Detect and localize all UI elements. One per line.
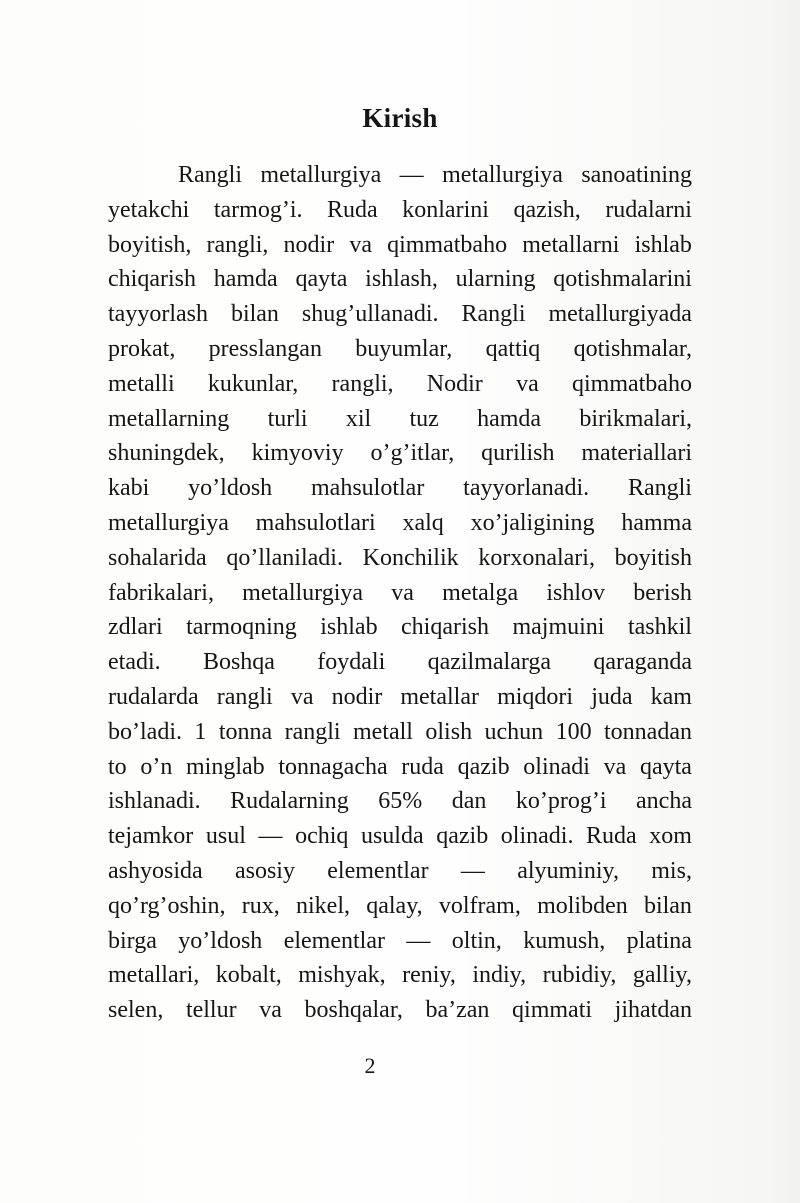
word: metallar — [400, 683, 479, 710]
word: qo’rg’oshin, — [108, 892, 226, 919]
word: juda — [591, 683, 633, 710]
word: — — [460, 857, 485, 884]
text-line — [108, 436, 692, 471]
word: qotishmalar, — [573, 335, 692, 362]
word: mahsulotlar — [311, 475, 425, 502]
text-line — [108, 506, 692, 541]
word: metallarni — [522, 231, 620, 258]
word: indiy, — [472, 962, 527, 989]
word: va — [259, 997, 282, 1024]
word: ancha — [636, 788, 692, 815]
word: alyuminiy, — [517, 857, 619, 884]
word: minglab — [186, 753, 265, 780]
page-title: Kirish — [362, 103, 438, 133]
word: — — [399, 162, 424, 188]
word: kumush, — [523, 927, 606, 954]
word: usul — [205, 823, 246, 850]
word: xil — [345, 405, 372, 432]
word: metall — [352, 718, 413, 745]
word: selen, — [108, 997, 164, 1024]
word: usulda — [360, 823, 424, 850]
word: miqdori — [497, 683, 574, 710]
word: va — [290, 683, 314, 710]
word: mis, — [651, 857, 692, 884]
word: olinadi. — [500, 823, 574, 850]
word: Ruda — [327, 196, 378, 223]
word: tonna — [218, 718, 273, 745]
word: — — [406, 927, 431, 954]
word: asosiy — [234, 857, 295, 884]
word: 100 — [555, 718, 592, 745]
text-line — [108, 228, 692, 263]
word: boyitish — [614, 544, 692, 571]
word: Ruda — [586, 823, 637, 850]
word: Rangli — [461, 301, 526, 328]
word: fabrikalari, — [108, 579, 214, 606]
word: birga — [108, 927, 157, 954]
text-line — [108, 332, 692, 367]
word: materiallari — [581, 440, 692, 467]
word: kam — [650, 683, 692, 710]
word: 65% — [378, 788, 423, 815]
word: kabi — [108, 475, 150, 502]
word: molibden — [537, 892, 628, 919]
word: metalga — [442, 579, 519, 606]
word: birikmalari, — [579, 405, 692, 432]
word: oltin, — [451, 927, 502, 954]
text-line — [108, 402, 692, 437]
paragraph — [108, 158, 692, 1028]
word: metallurgiya — [108, 509, 229, 536]
word: kimyoviy — [251, 440, 344, 467]
word: rux, — [241, 892, 280, 919]
word: nodir — [283, 231, 335, 258]
word: bo’ladi. — [108, 718, 182, 745]
word: tayyorlanadi. — [463, 475, 590, 502]
word: presslangan — [208, 335, 322, 362]
word: to — [108, 753, 127, 780]
word: qazib — [436, 823, 489, 850]
word: rubidiy, — [542, 962, 617, 989]
word: tonnadan — [604, 718, 692, 745]
word: qimmatbaho — [571, 370, 692, 397]
word: tejamkor — [108, 823, 194, 850]
word: konlarini — [402, 196, 489, 223]
text-line — [108, 750, 692, 785]
word: Rangli — [627, 475, 692, 502]
word: reniy, — [402, 962, 456, 989]
word: Konchilik — [362, 544, 459, 571]
word: boshqalar, — [304, 997, 403, 1024]
word: qayta — [639, 753, 692, 780]
word: va — [516, 370, 539, 397]
word: elementlar — [327, 857, 429, 884]
word: Rudalarning — [230, 788, 349, 815]
word: dan — [451, 788, 487, 815]
word: rudalarni — [605, 196, 692, 223]
word: — — [258, 823, 283, 850]
text-line — [108, 715, 692, 750]
text-line — [108, 819, 692, 854]
word: yetakchi — [108, 196, 190, 223]
word: volfram, — [438, 892, 521, 919]
word: chiqarish — [401, 614, 490, 641]
word: qayta — [295, 266, 348, 293]
word: berish — [633, 579, 692, 606]
word: metallari, — [108, 962, 200, 989]
word: o’g’itlar, — [370, 440, 455, 467]
text-line — [108, 610, 692, 645]
text-line — [108, 297, 692, 332]
word: va — [603, 753, 627, 780]
word: galliy, — [632, 962, 692, 989]
word: qazish, — [513, 196, 581, 223]
word: qotishmalarini — [553, 266, 692, 293]
text-line — [108, 889, 692, 924]
word: nikel, — [296, 892, 350, 919]
text-line — [108, 471, 692, 506]
word: va — [391, 579, 414, 606]
word: qattiq — [485, 335, 541, 362]
text-line — [108, 367, 692, 402]
word: ko’prog’i — [515, 788, 607, 815]
word: yo’ldosh — [178, 927, 263, 954]
word: hamda — [213, 266, 278, 293]
word: o’n — [140, 753, 173, 780]
word: Boshqa — [202, 649, 275, 676]
word: mishyak, — [298, 962, 386, 989]
word: etadi. — [108, 649, 161, 676]
word: tuz — [409, 405, 439, 432]
word: uchun — [484, 718, 544, 745]
word: bilan — [643, 892, 692, 919]
text-line — [108, 924, 692, 959]
word: jihatdan — [614, 997, 692, 1024]
word: Rangli — [178, 162, 242, 188]
text-line — [108, 993, 692, 1028]
word: prokat, — [108, 335, 176, 362]
word: ochiq — [295, 823, 349, 850]
word: xom — [649, 823, 692, 850]
word: ashyosida — [108, 857, 203, 884]
word: ishlash, — [365, 266, 438, 293]
word: mahsulotlari — [255, 509, 376, 536]
word: buyumlar, — [355, 335, 453, 362]
text-line — [108, 680, 692, 715]
word: chiqarish — [108, 266, 196, 293]
word: qaraganda — [593, 649, 692, 676]
word: metalli — [108, 370, 175, 397]
word: metallurgiyada — [548, 301, 692, 328]
word: rangli, — [331, 370, 394, 397]
word: yo’ldosh — [188, 475, 273, 502]
word: tashkil — [627, 614, 692, 641]
word: zdlari — [108, 614, 163, 641]
word: olish — [425, 718, 473, 745]
word: turli — [267, 405, 308, 432]
word: ishlov — [546, 579, 606, 606]
word: platina — [626, 927, 692, 954]
text-line — [108, 541, 692, 576]
word: hamma — [621, 509, 692, 536]
word: va — [349, 231, 372, 258]
word: tayyorlash — [108, 301, 208, 328]
word: sanoatining — [581, 162, 692, 188]
word: tonnagacha — [278, 753, 388, 780]
word: sohalarida — [108, 544, 207, 571]
word: Nodir — [426, 370, 483, 397]
word: rudalarda — [108, 683, 199, 710]
word: tarmog’i. — [213, 196, 303, 223]
word: 1 — [194, 718, 207, 745]
word: qurilish — [481, 440, 555, 467]
word: ishlab — [320, 614, 378, 641]
word: xo’jaligining — [470, 509, 595, 536]
text-line — [108, 854, 692, 889]
word: metallurgiya — [260, 162, 382, 188]
word: qo’llaniladi. — [226, 544, 343, 571]
word: qimmati — [512, 997, 593, 1024]
text-line — [108, 576, 692, 611]
text-line — [108, 958, 692, 993]
word: kobalt, — [215, 962, 282, 989]
word: qazib — [457, 753, 510, 780]
text-line — [108, 193, 692, 228]
text-line — [108, 158, 692, 193]
word: ba’zan — [425, 997, 490, 1024]
word: shug’ullanadi. — [301, 301, 439, 328]
word: ularning — [455, 266, 536, 293]
word: boyitish, — [108, 231, 192, 258]
word: metallurgiya — [242, 579, 364, 606]
word: ruda — [401, 753, 444, 780]
word: rangli — [216, 683, 273, 710]
word: qimmatbaho — [387, 231, 508, 258]
word: korxonalari, — [478, 544, 595, 571]
word: ishlanadi. — [108, 788, 201, 815]
word: elementlar — [283, 927, 385, 954]
word: majmuini — [512, 614, 605, 641]
text-line — [108, 645, 692, 680]
page-number: 2 — [364, 1053, 376, 1078]
word: metallarning — [108, 405, 230, 432]
word: shuningdek, — [108, 440, 225, 467]
word: metallurgiya — [442, 162, 563, 188]
word: kukunlar, — [207, 370, 299, 397]
text-line — [108, 784, 692, 819]
word: foydali — [317, 649, 386, 676]
word: xalq — [402, 509, 444, 536]
word: qalay, — [366, 892, 423, 919]
word: ishlab — [634, 231, 692, 258]
word: nodir — [331, 683, 383, 710]
word: olinadi — [523, 753, 590, 780]
word: bilan — [230, 301, 279, 328]
word: rangli, — [206, 231, 269, 258]
word: qazilmalarga — [427, 649, 552, 676]
text-line — [108, 262, 692, 297]
word: hamda — [477, 405, 542, 432]
word: tarmoqning — [186, 614, 297, 641]
word: tellur — [185, 997, 237, 1024]
word: rangli — [284, 718, 341, 745]
